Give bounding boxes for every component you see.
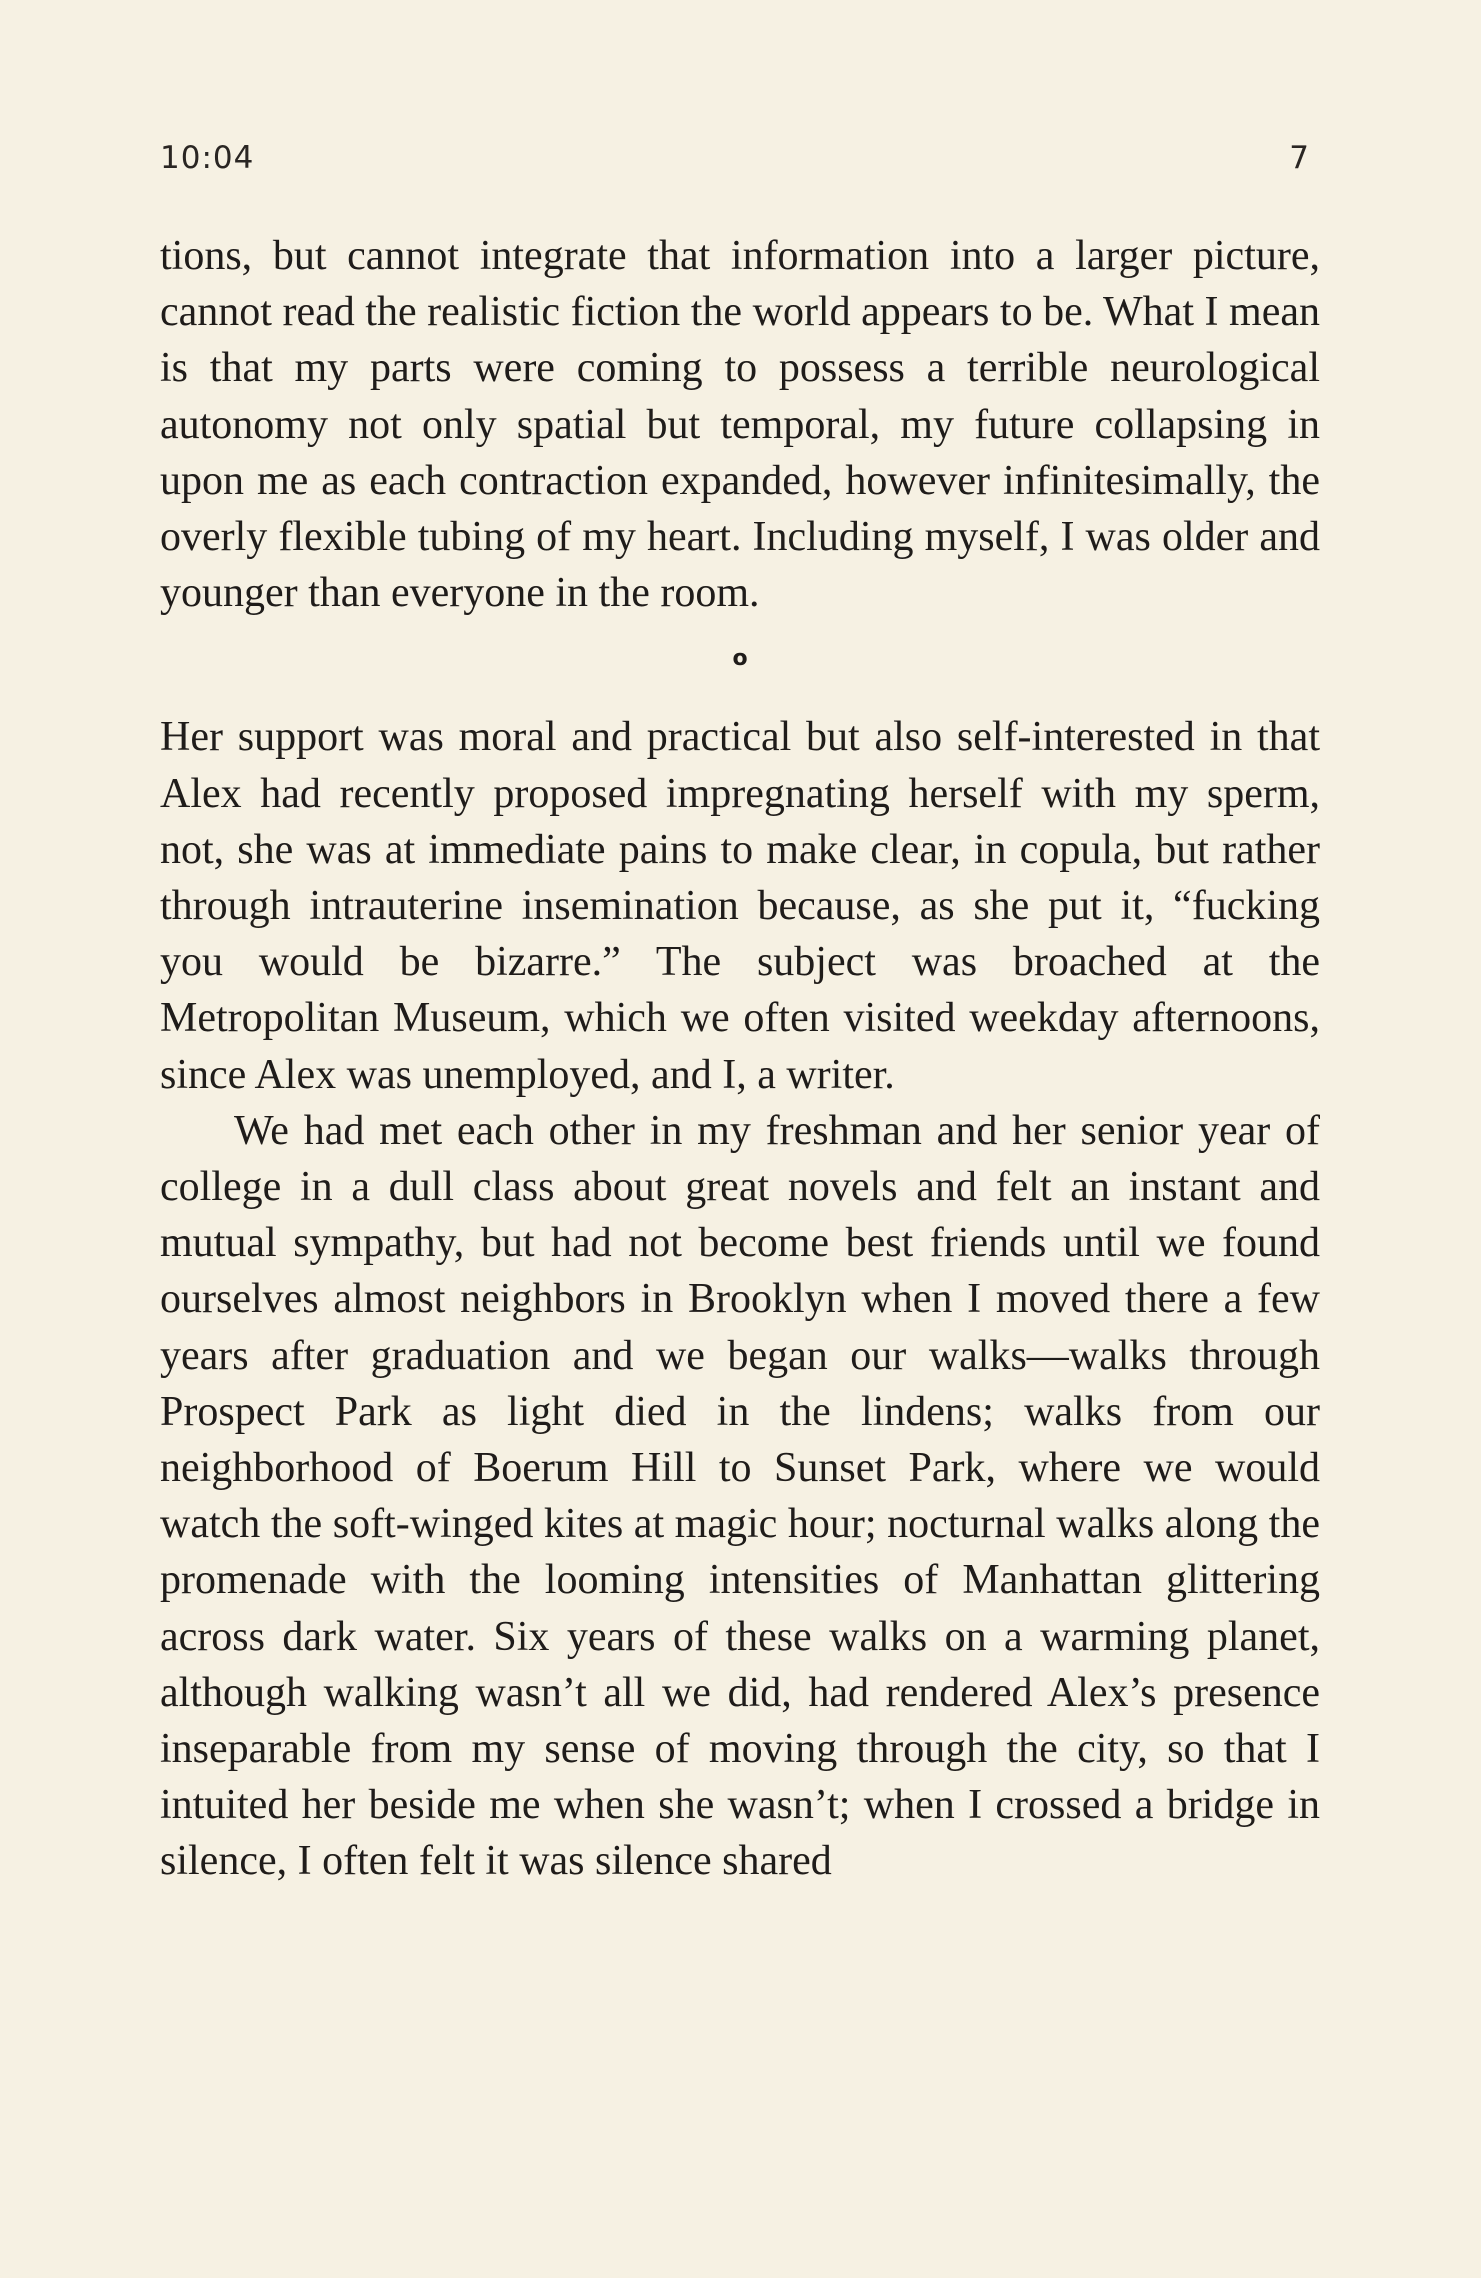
- paragraph-continued: tions, but cannot integrate that information into a larger picture, cannot read the realistic fiction the world appears to be. What I mean is that my parts were coming to possess a terrible neurological autonomy not only spatial but temporal, my future collapsing in upon me as each contraction expanded, however infinitesimally, the overly flexible tubing of my heart. Including myself, I was older and younger than everyone in the room.: [160, 233, 1320, 617]
- page-number: 7: [1289, 140, 1310, 176]
- running-head: [160, 140, 1320, 180]
- paragraph-section-opening: Her support was moral and practical but also self-interested in that Alex had recently proposed impregnating herself with my sperm, not, she was at immediate pains to make clear, in copula, but rather through intrauterine insemination because, as she put it, “fucking you would be bizarre.” The subject was broached at the Metropolitan Museum, which we often visited weekday afternoons, since Alex was unemployed, and I, a writer.: [160, 714, 1320, 1098]
- section-break-ornament: o: [732, 646, 748, 672]
- running-title: 10:04: [160, 140, 255, 176]
- body-text: [160, 228, 1320, 1890]
- paragraph: We had met each other in my freshman and her senior year of college in a dull class about great novels and felt an instant and mutual sympathy, but had not become best friends until we found ourselves almost neighbors in Brooklyn when I moved there a few years after graduation and we began our walks—walks through Prospect Park as light died in the lindens; walks from our neighborhood of Boerum Hill to Sunset Park, where we would watch the soft-winged kites at magic hour; nocturnal walks along the promenade with the looming intensities of Manhattan glittering across dark water. Six years of these walks on a warming planet, although walking wasn’t all we did, had rendered Alex’s presence inseparable from my sense of moving through the city, so that I intuited her beside me when she wasn’t; when I crossed a bridge in silence, I often felt it was silence shared: [160, 1107, 1320, 1885]
